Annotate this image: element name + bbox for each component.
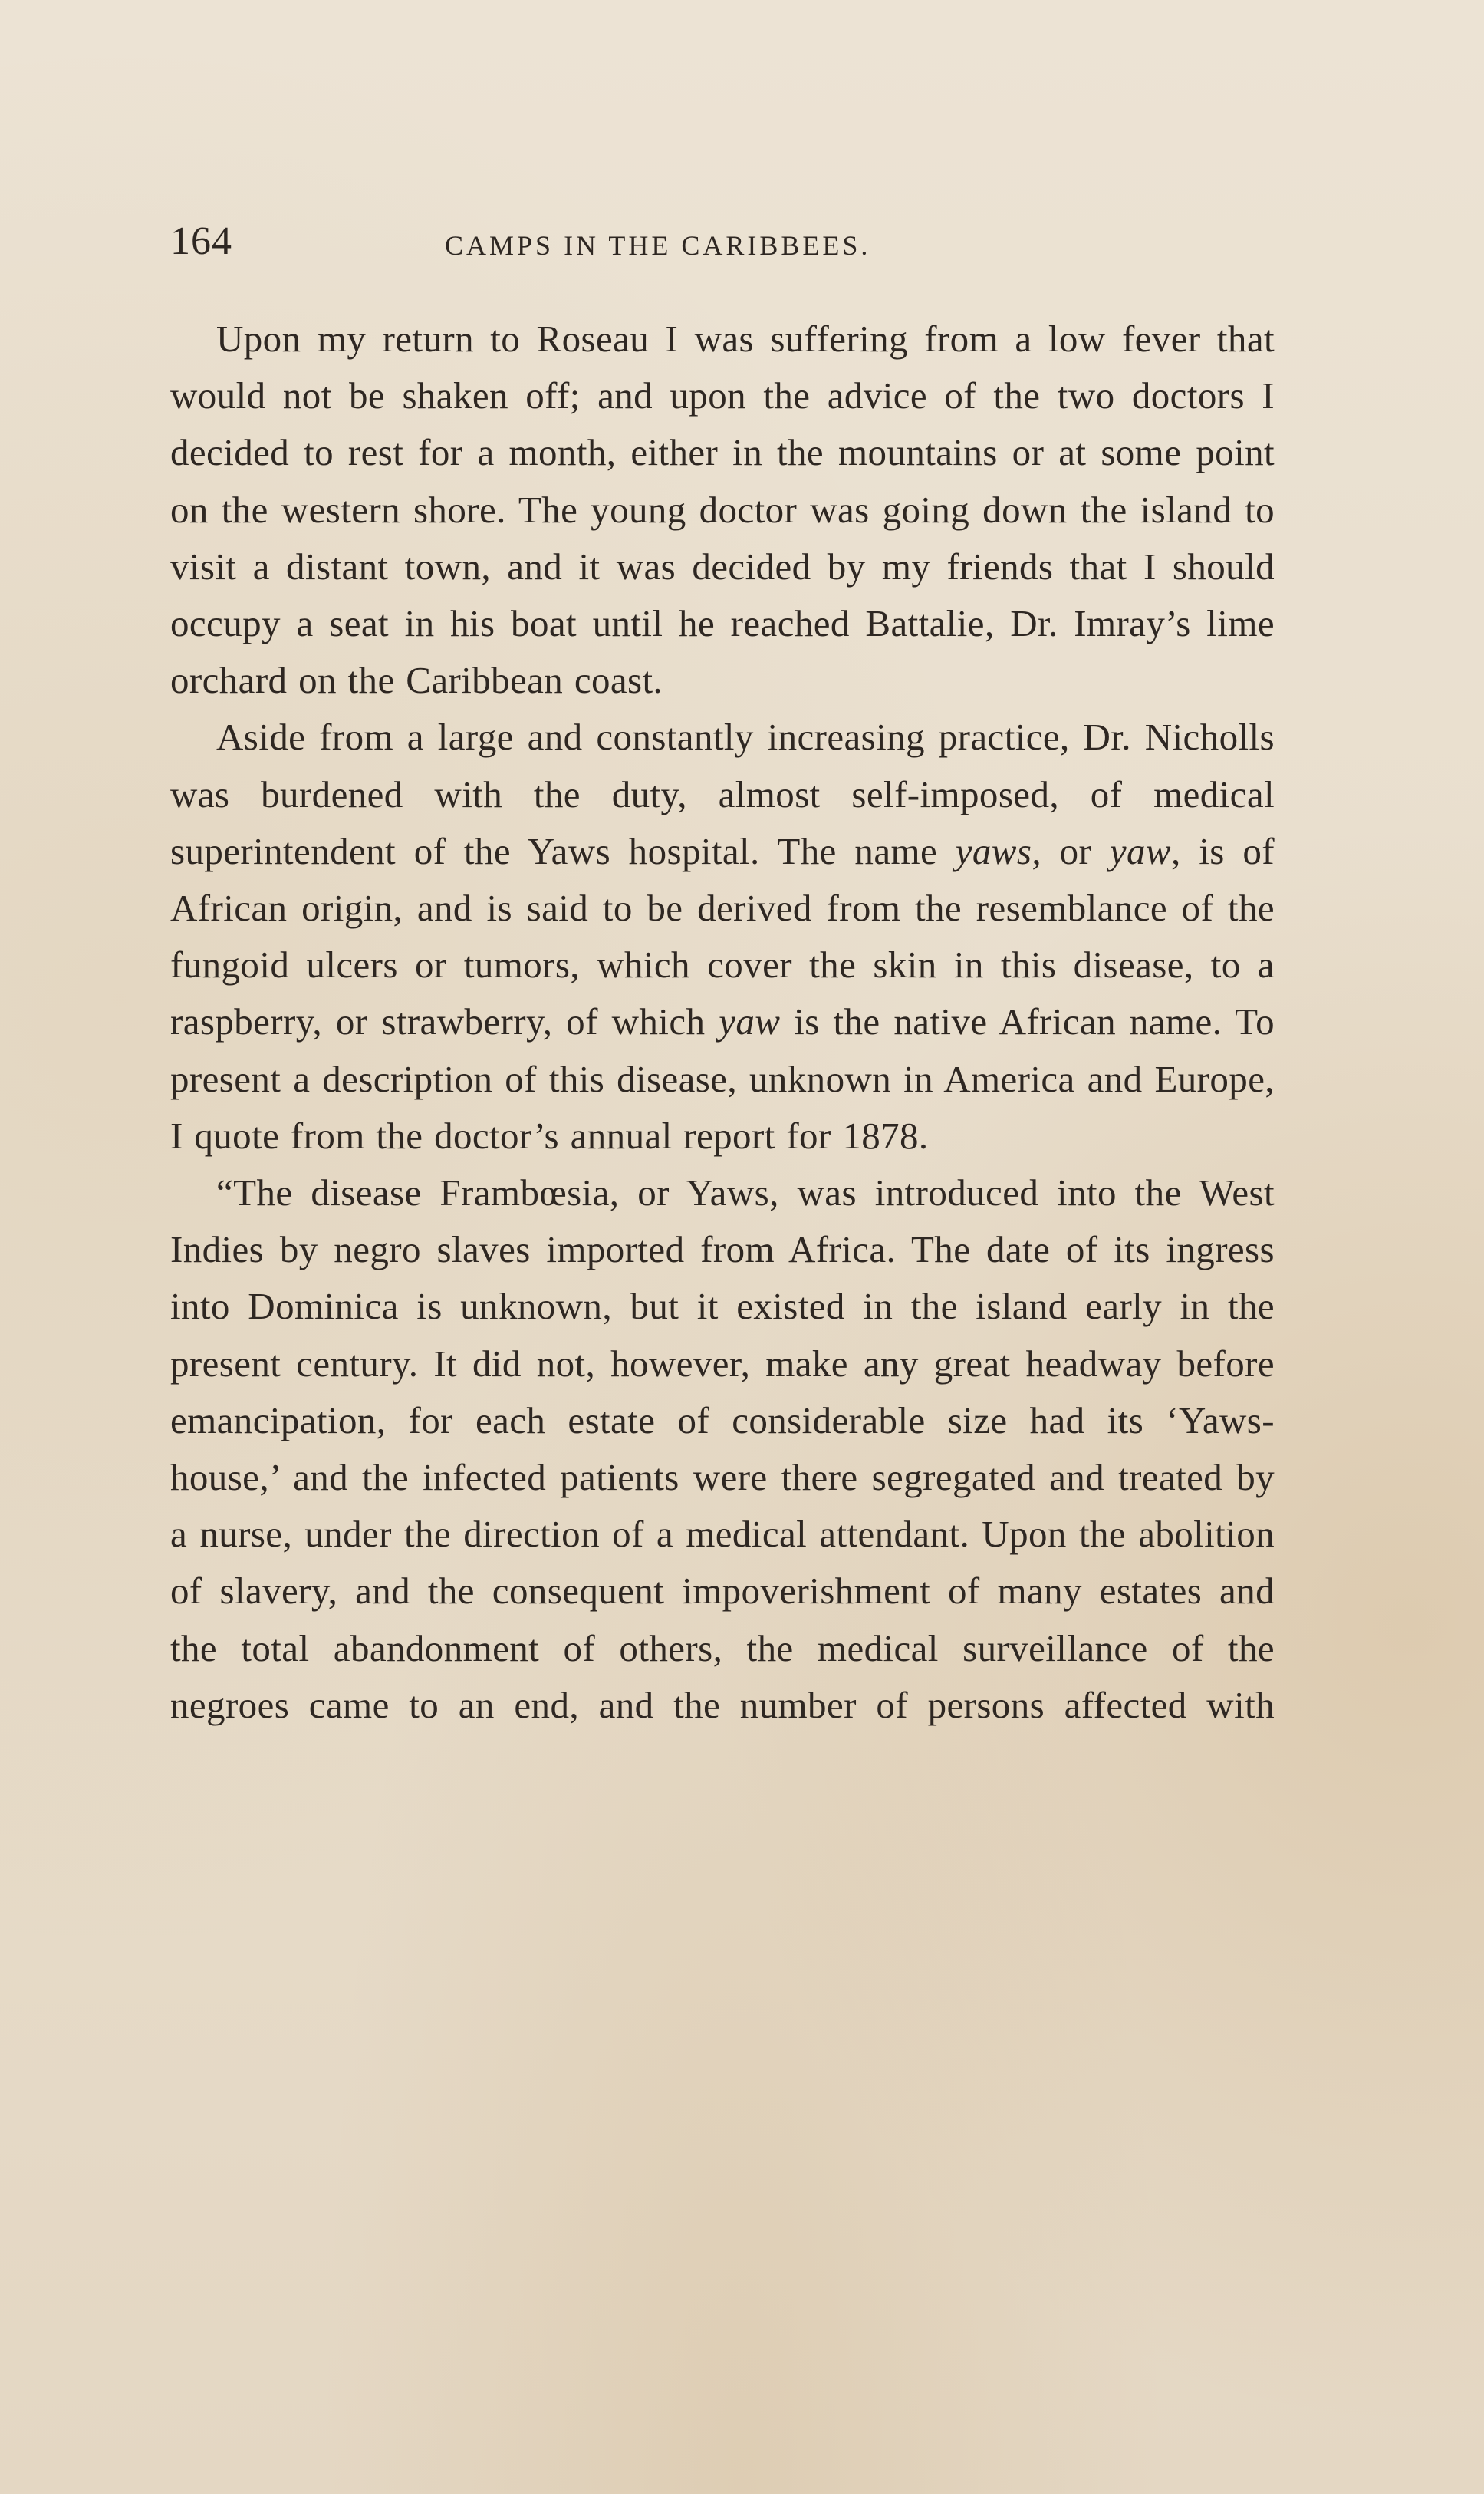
paragraph-2-text-d: is the native African name. To present a description of this disease, unknown in America and Europe, I quote from the doctor’s annual report for 1878. xyxy=(170,1000,1275,1157)
page-number: 164 xyxy=(170,219,232,263)
paragraph-2-text-a: Aside from a large and constantly increasing practice, Dr. Nicholls was burdened with the duty, almost self-imposed, of medical superintendent of the Yaws hospital. The name xyxy=(170,716,1275,872)
paragraph-3: “The disease Frambœsia, or Yaws, was introduced into the West Indies by negro slaves imported from Africa. The date of its ingress into Dominica is unknown, but it existed in the island early in the present century. It did not, however, make any great headway before emancipation, for each estate of considerable size had its ‘Yaws-house,’ and the infected patients were there segregated and treated by a nurse, under the direction of a medical attendant. Upon the abolition of slavery, and the consequent impoverishment of many estates and the total abandonment of others, the medical surveillance of the negroes came to an end, and the number of persons affected with xyxy=(170,1171,1275,1726)
body-text xyxy=(170,311,1275,1734)
page-header xyxy=(170,219,1275,280)
paragraph-2-text-b: , or xyxy=(1032,829,1110,872)
paragraph-2 xyxy=(170,709,1275,1165)
italic-yaws: yaws xyxy=(955,829,1032,872)
italic-yaw: yaw xyxy=(1109,829,1171,872)
italic-yaw-2: yaw xyxy=(719,1000,781,1043)
paragraph-2-text-c: , is of African origin, and is said to be derived from the resemblance of the fungoid ulcers or tumors, which cover the skin in this disease, to a raspberry, or strawberry, of which xyxy=(170,829,1275,1043)
paragraph-1: Upon my return to Roseau I was suffering from a low fever that would not be shaken off; and upon the advice of the two doctors I decided to rest for a month, either in the mountains or at some point on the western shore. The young doctor was going down the island to visit a distant town, and it was decided by my friends that I should occupy a seat in his boat until he reached Battalie, Dr. Imray’s lime orchard on the Caribbean coast. xyxy=(170,318,1275,702)
running-title: CAMPS IN THE CARIBBEES. xyxy=(445,230,871,261)
